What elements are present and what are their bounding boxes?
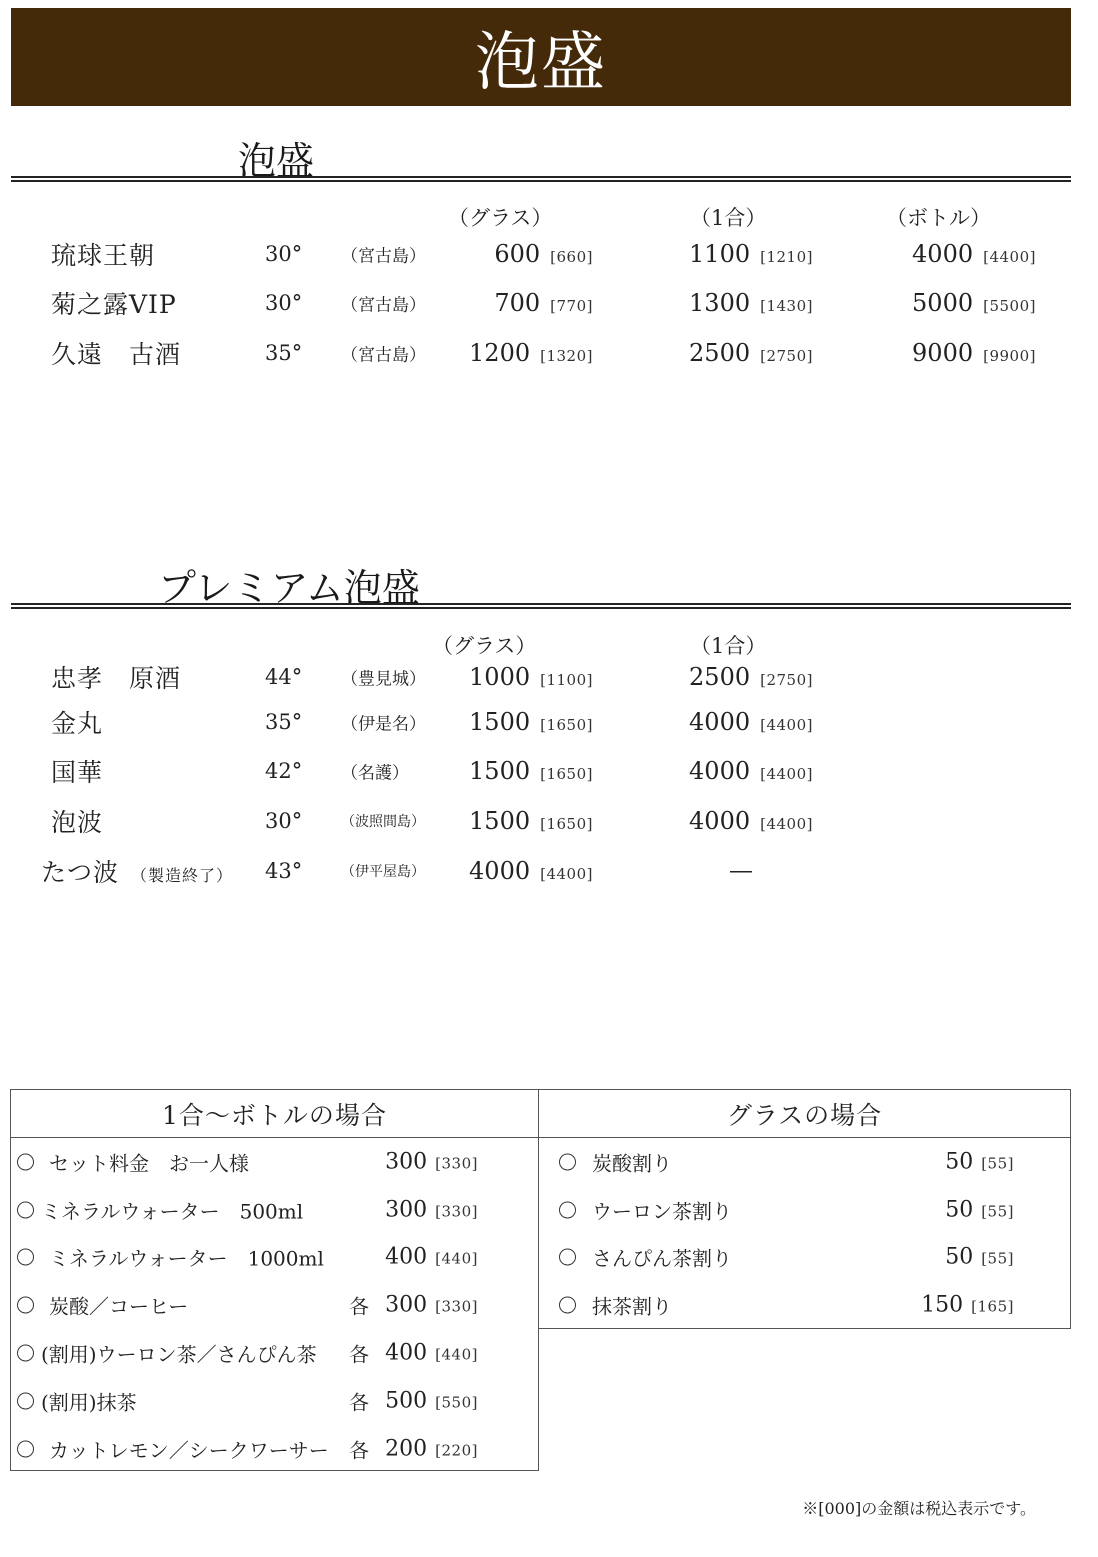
option-price: 50 [55] bbox=[945, 1149, 1014, 1175]
circle-bullet-icon bbox=[17, 1297, 34, 1314]
go-price: 4000 [4400] bbox=[689, 708, 813, 736]
each-marker: 各 bbox=[349, 1390, 369, 1415]
section-divider bbox=[11, 176, 1071, 182]
option-label: ミネラルウォーター 1000ml bbox=[49, 1246, 324, 1271]
circle-bullet-icon bbox=[17, 1249, 34, 1266]
option-price: 300 [330] bbox=[385, 1292, 478, 1318]
list-item bbox=[11, 1186, 538, 1234]
circle-bullet-icon bbox=[559, 1249, 576, 1266]
item-name: 琉球王朝 bbox=[51, 241, 156, 270]
option-price: 500 [550] bbox=[385, 1388, 478, 1414]
item-name: 久遠 古酒 bbox=[51, 340, 182, 369]
item-region: （宮古島） bbox=[341, 345, 426, 366]
item-region: （宮古島） bbox=[341, 246, 426, 267]
header-go: （1合） bbox=[690, 206, 767, 230]
item-name: 忠孝 原酒 bbox=[51, 664, 182, 693]
glass-price: 4000 [4400] bbox=[469, 857, 593, 885]
option-price: 150 [165] bbox=[921, 1292, 1014, 1318]
go-price: 1100 [1210] bbox=[689, 240, 813, 268]
list-item bbox=[11, 1281, 538, 1329]
option-label: (割用)抹茶 bbox=[41, 1390, 137, 1415]
circle-bullet-icon bbox=[17, 1153, 34, 1170]
menu-banner bbox=[11, 8, 1071, 106]
go-price: 4000 [4400] bbox=[689, 807, 813, 835]
header-glass: （グラス） bbox=[448, 206, 553, 230]
glass-price: 1500 [1650] bbox=[469, 708, 593, 736]
item-region: （波照間島） bbox=[341, 814, 425, 830]
option-label: 炭酸／コーヒー bbox=[49, 1294, 189, 1319]
menu-item-row bbox=[0, 851, 1098, 891]
section-title-premium: プレミアム泡盛 bbox=[158, 566, 420, 610]
item-name: 国華 bbox=[51, 758, 104, 787]
each-marker: 各 bbox=[349, 1438, 369, 1463]
option-price: 400 [440] bbox=[385, 1244, 478, 1270]
option-label: ミネラルウォーター 500ml bbox=[41, 1199, 304, 1224]
list-item bbox=[539, 1138, 1070, 1186]
list-item bbox=[539, 1186, 1070, 1234]
option-label: カットレモン／シークワーサー bbox=[49, 1438, 329, 1463]
glass-price: 700 [770] bbox=[494, 289, 593, 317]
item-note: （製造終了） bbox=[131, 866, 234, 885]
option-price: 50 [55] bbox=[945, 1197, 1014, 1223]
menu-item-row bbox=[0, 234, 1098, 274]
option-label: ウーロン茶割り bbox=[592, 1199, 732, 1224]
circle-bullet-icon bbox=[559, 1153, 576, 1170]
item-region: （伊平屋島） bbox=[341, 864, 425, 880]
circle-bullet-icon bbox=[17, 1201, 34, 1218]
list-item bbox=[11, 1377, 538, 1425]
option-price: 400 [440] bbox=[385, 1340, 478, 1366]
item-degree: 30° bbox=[265, 809, 303, 833]
option-label: 炭酸割り bbox=[592, 1151, 672, 1176]
list-item bbox=[11, 1425, 538, 1473]
circle-bullet-icon bbox=[17, 1440, 34, 1457]
item-degree: 44° bbox=[265, 665, 303, 689]
each-marker: 各 bbox=[349, 1294, 369, 1319]
menu-item-row bbox=[0, 801, 1098, 841]
option-price: 200 [220] bbox=[385, 1436, 478, 1462]
tax-footnote: ※[000]の金額は税込表示です。 bbox=[802, 1499, 1036, 1518]
item-degree: 35° bbox=[265, 341, 303, 365]
section-divider bbox=[11, 603, 1071, 609]
header-go: （1合） bbox=[690, 634, 767, 658]
option-label: セット料金 お一人様 bbox=[49, 1151, 249, 1176]
section-title-awamori: 泡盛 bbox=[238, 139, 315, 183]
go-bottle-options-box bbox=[10, 1089, 539, 1471]
each-marker: 各 bbox=[349, 1342, 369, 1367]
glass-price: 1200 [1320] bbox=[469, 339, 593, 367]
item-region: （名護） bbox=[341, 763, 409, 784]
circle-bullet-icon bbox=[559, 1297, 576, 1314]
item-region: （豊見城） bbox=[341, 669, 426, 690]
header-bottle: （ボトル） bbox=[886, 206, 991, 230]
list-item bbox=[539, 1234, 1070, 1282]
item-name: たつ波 （製造終了） bbox=[41, 858, 234, 887]
go-price: 1300 [1430] bbox=[689, 289, 813, 317]
go-price-unavailable: ― bbox=[730, 858, 752, 884]
menu-item-row bbox=[0, 702, 1098, 742]
go-price: 2500 [2750] bbox=[689, 339, 813, 367]
go-price: 2500 [2750] bbox=[689, 663, 813, 691]
option-label: (割用)ウーロン茶／さんぴん茶 bbox=[41, 1342, 317, 1367]
option-label: さんぴん茶割り bbox=[592, 1246, 732, 1271]
header-glass: （グラス） bbox=[432, 634, 537, 658]
bottle-price: 5000 [5500] bbox=[912, 289, 1036, 317]
item-degree: 30° bbox=[265, 291, 303, 315]
option-price: 300 [330] bbox=[385, 1149, 478, 1175]
item-name: 泡波 bbox=[51, 808, 104, 837]
list-item bbox=[539, 1281, 1070, 1329]
item-degree: 42° bbox=[265, 759, 303, 783]
bottle-price: 4000 [4400] bbox=[912, 240, 1036, 268]
menu-item-row bbox=[0, 657, 1098, 697]
option-label: 抹茶割り bbox=[592, 1294, 672, 1319]
item-degree: 43° bbox=[265, 859, 303, 883]
box-title: グラスの場合 bbox=[539, 1090, 1070, 1138]
box-title: 1合～ボトルの場合 bbox=[11, 1090, 538, 1138]
glass-options-box bbox=[538, 1089, 1071, 1329]
item-degree: 35° bbox=[265, 710, 303, 734]
bottle-price: 9000 [9900] bbox=[912, 339, 1036, 367]
list-item bbox=[11, 1138, 538, 1186]
option-price: 50 [55] bbox=[945, 1244, 1014, 1270]
item-name: 菊之露VIP bbox=[51, 290, 177, 319]
menu-item-row bbox=[0, 751, 1098, 791]
menu-item-row bbox=[0, 333, 1098, 373]
circle-bullet-icon bbox=[17, 1392, 34, 1409]
item-region: （伊是名） bbox=[341, 714, 426, 735]
banner-title: 泡盛 bbox=[475, 26, 607, 100]
glass-price: 1500 [1650] bbox=[469, 807, 593, 835]
glass-price: 1500 [1650] bbox=[469, 757, 593, 785]
circle-bullet-icon bbox=[17, 1345, 34, 1362]
list-item bbox=[11, 1234, 538, 1282]
circle-bullet-icon bbox=[559, 1201, 576, 1218]
item-degree: 30° bbox=[265, 242, 303, 266]
glass-price: 1000 [1100] bbox=[469, 663, 593, 691]
menu-item-row bbox=[0, 283, 1098, 323]
item-name: 金丸 bbox=[51, 709, 104, 738]
item-region: （宮古島） bbox=[341, 295, 426, 316]
list-item bbox=[11, 1329, 538, 1377]
glass-price: 600 [660] bbox=[494, 240, 593, 268]
go-price: 4000 [4400] bbox=[689, 757, 813, 785]
option-price: 300 [330] bbox=[385, 1197, 478, 1223]
